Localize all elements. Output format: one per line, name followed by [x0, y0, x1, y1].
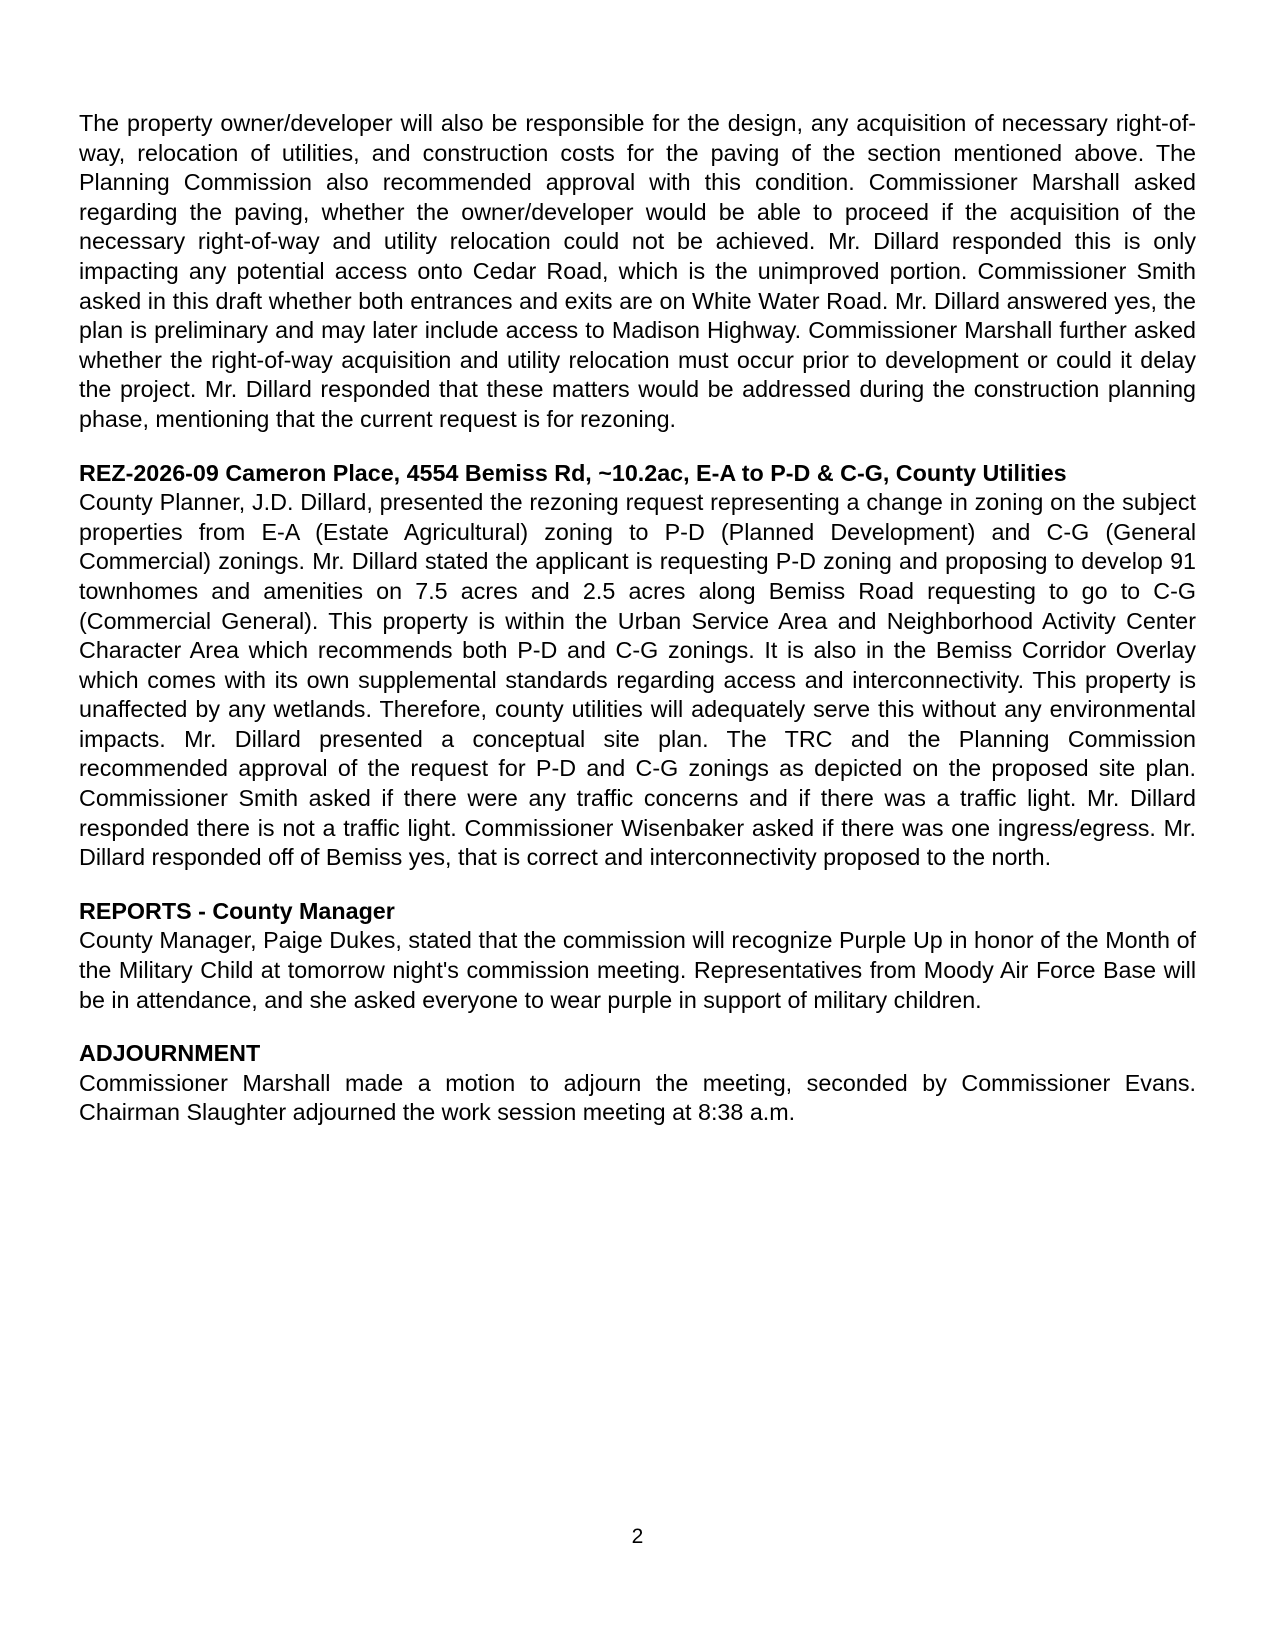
rezoning-heading: REZ-2026-09 Cameron Place, 4554 Bemiss Rd, ~10.2ac, E-A to P-D & C-G, County Utilities: [79, 459, 1067, 486]
rezoning-paragraph: County Planner, J.D. Dillard, presented the rezoning request representing a change in zoning on the subject properties from E-A (Estate Agricultural) zoning to P-D (Planned Development) and C-G (General Commercial) zonings. Mr. Dillard stated the applicant is requesting P-D zoning and proposing to develop 91 townhomes and amenities on 7.5 acres and 2.5 acres along Bemiss Road requesting to go to C-G (Commercial General). This property is within the Urban Service Area and Neighborhood Activity Center Character Area which recommends both P-D and C-G zonings. It is also in the Bemiss Corridor Overlay which comes with its own supplemental standards regarding access and interconnectivity. This property is unaffected by any wetlands. Therefore, county utilities will adequately serve this without any environmental impacts. Mr. Dillard presented a conceptual site plan. The TRC and the Planning Commission recommended approval of the request for P-D and C-G zonings as depicted on the proposed site plan. Commissioner Smith asked if there were any traffic concerns and if there was a traffic light. Mr. Dillard responded there is not a traffic light. Commissioner Wisenbaker asked if there was one ingress/egress. Mr. Dillard responded off of Bemiss yes, that is correct and interconnectivity proposed to the north.: [79, 489, 1196, 871]
rezoning-section: [79, 459, 1196, 873]
reports-heading: REPORTS - County Manager: [79, 897, 395, 924]
intro-section: [79, 109, 1196, 435]
adjournment-section: [79, 1039, 1196, 1128]
adjournment-paragraph: Commissioner Marshall made a motion to adjourn the meeting, seconded by Commissioner Evans. Chairman Slaughter adjourned the work session meeting at 8:38 a.m.: [79, 1069, 1196, 1126]
reports-section: [79, 897, 1196, 1015]
adjournment-heading: ADJOURNMENT: [79, 1040, 261, 1067]
document-page: [79, 109, 1196, 1128]
intro-paragraph: The property owner/developer will also be responsible for the design, any acquisition of necessary right-of-way, relocation of utilities, and construction costs for the paving of the section mentioned above. The Planning Commission also recommended approval with this condition. Commissioner Marshall asked regarding the paving, whether the owner/developer would be able to proceed if the acquisition of the necessary right-of-way and utility relocation could not be achieved. Mr. Dillard responded this is only impacting any potential access onto Cedar Road, which is the unimproved portion. Commissioner Smith asked in this draft whether both entrances and exits are on White Water Road. Mr. Dillard answered yes, the plan is preliminary and may later include access to Madison Highway. Commissioner Marshall further asked whether the right-of-way acquisition and utility relocation must occur prior to development or could it delay the project. Mr. Dillard responded that these matters would be addressed during the construction planning phase, mentioning that the current request is for rezoning.: [79, 110, 1196, 432]
page-number: 2: [631, 1525, 644, 1548]
reports-paragraph: County Manager, Paige Dukes, stated that the commission will recognize Purple Up in honor of the Month of the Military Child at tomorrow night's commission meeting. Representatives from Moody Air Force Base will be in attendance, and she asked everyone to wear purple in support of military children.: [79, 927, 1196, 1013]
